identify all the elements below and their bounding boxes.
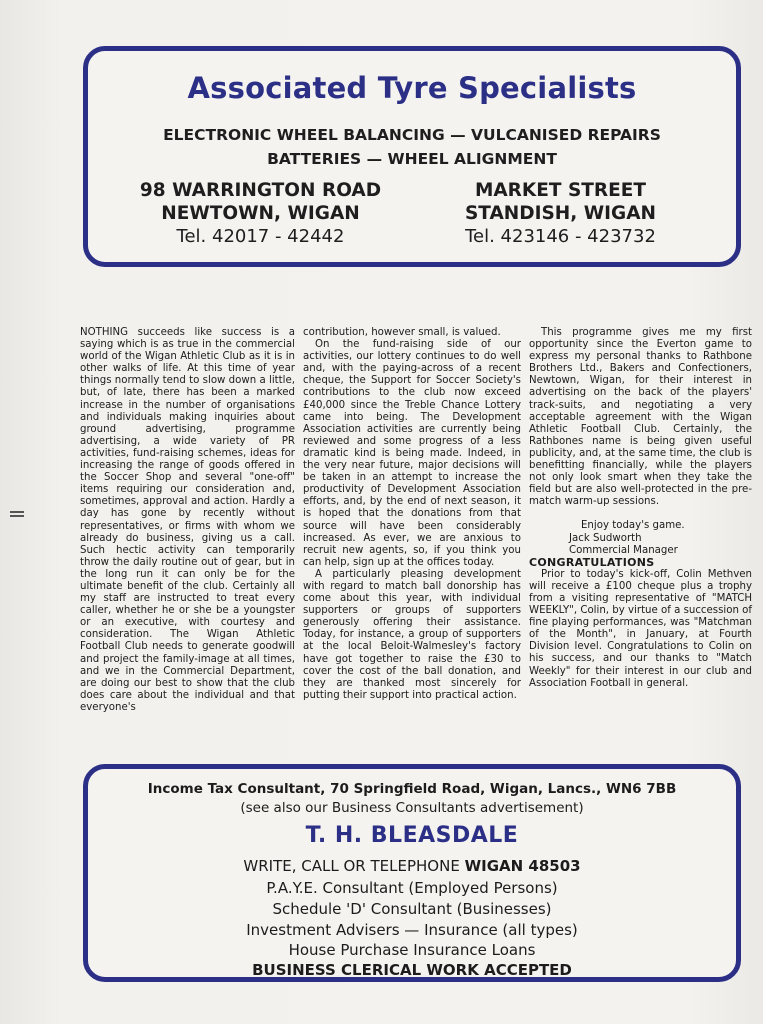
article-column-3 bbox=[529, 327, 752, 690]
article-paragraph: Prior to today's kick-off, Colin Methven will receive a £100 cheque plus a trophy from a visiting representative of "MATCH WEEKLY", Colin, by virtue of a succession of fine playing performances, was "Matchman of the Month", in January, at Fourth Division level. Congratulations to Colin on his success, and our thanks to "Match Weekly" for their interest in our club and Association Football in general. bbox=[529, 568, 752, 689]
article-paragraph: contribution, however small, is valued. bbox=[303, 327, 501, 338]
advert-service: Schedule 'D' Consultant (Businesses) bbox=[272, 900, 552, 918]
margin-mark bbox=[10, 511, 24, 519]
article-paragraph: On the fund-raising side of our activities, our lottery continues to do well and, with the paying-across of a recent cheque, the Support for Soccer Society's contributions to the club now exceed £40,000 since the Treble Chance Lottery came into being. The Development Association activities are currently being reviewed and some progress of a less dramatic kind is being made. Indeed, in the very near future, major decisions will be taken in an attempt to increase the productivity of Development Association efforts, and, by the end of next season, it is hoped that the donations from that source will have been considerably increased. As ever, we are anxious to recruit new agents, so, if you think you can help, sign up at the offices today. bbox=[303, 339, 521, 568]
advert-tagline: BUSINESS CLERICAL WORK ACCEPTED bbox=[252, 961, 572, 979]
advert-address: Income Tax Consultant, 70 Springfield Road, Wigan, Lancs., WN6 7BB bbox=[147, 781, 677, 797]
advert-contact bbox=[88, 857, 736, 875]
advert-note: (see also our Business Consultants advertisement) bbox=[240, 800, 584, 816]
bleasdale-advert bbox=[83, 764, 741, 982]
article-paragraph: This programme gives me my first opportunity since the Everton game to express my personal thanks to Rathbone Brothers Ltd., Bakers and Confectioners, Newtown, Wigan, for their interest in advertising on the back of the players' track-suits, and negotiating a very acceptable agreement with the Wigan Athletic Football Club. Certainly, the Rathbones name is being given useful publicity, and, at the same time, the club is benefitting financially, while the players not only look smart when they take the field but are also well-protected in the pre-match warm-up sessions. bbox=[529, 327, 752, 508]
advert-services-line-1: ELECTRONIC WHEEL BALANCING — VULCANISED REPAIRS bbox=[163, 126, 661, 144]
advert-name: T. H. BLEASDALE bbox=[305, 823, 519, 848]
advert-service: P.A.Y.E. Consultant (Employed Persons) bbox=[266, 879, 558, 897]
sign-off: Enjoy today's game. bbox=[581, 520, 685, 532]
author-name: Jack Sudworth bbox=[569, 532, 642, 544]
advert-service: Investment Advisers — Insurance (all types) bbox=[246, 921, 578, 939]
branch-address-line-1: MARKET STREET bbox=[474, 180, 647, 201]
branch-telephone: Tel. 42017 - 42442 bbox=[176, 226, 345, 247]
commercial-article bbox=[80, 327, 750, 752]
branch-newtown bbox=[118, 179, 403, 249]
branch-standish bbox=[423, 179, 698, 249]
branch-telephone: Tel. 423146 - 423732 bbox=[465, 226, 656, 247]
author-role: Commercial Manager bbox=[569, 544, 678, 556]
article-paragraph: NOTHING succeeds like success is a saying which is as true in the commercial world of the Wigan Athletic Club as it is in other walks of life. At this time of year things normally tend to slow down a little, but, of late, there has been a marked increase in the number of organisations and individuals making inquiries about ground advertising, programme advertising, a wide variety of PR activities, fund-raising schemes, ideas for increasing the range of goods offered in the Soccer Shop and several "one-off" items requiring our consideration and, sometimes, approval and action. Hardly a day has gone by recently without representatives, or firms with whom we already do business, giving us a call. Such hectic activity can temporarily throw the daily routine out of gear, but in the long run it can only be for the ultimate benefit of the club. Certainly all my staff are instructed to treat every caller, whether he or she be a youngster or an executive, with courtesy and consideration. The Wigan Athletic Football Club needs to generate goodwill and project the family-image at all times, and we in the Commercial Department, are doing our best to show that the club does care about the individual and that everyone's bbox=[80, 327, 295, 713]
article-paragraph: A particularly pleasing development with regard to match ball donorship has come about this year, with individual supporters or groups of supporters generously offering their assistance. Today, for instance, a group of supporters at the local Beloit-Walmesley's factory have got together to raise the £30 to cover the cost of the ball donation, and they are thanked most sincerely for putting their support into practical action. bbox=[303, 568, 521, 701]
tyre-specialists-advert bbox=[83, 46, 741, 267]
article-column-1 bbox=[80, 327, 295, 714]
contact-phone: WIGAN 48503 bbox=[464, 857, 581, 875]
branch-address-line-1: 98 WARRINGTON ROAD bbox=[139, 180, 382, 201]
congratulations-heading: CONGRATULATIONS bbox=[529, 555, 655, 569]
advert-services-line-2: BATTERIES — WHEEL ALIGNMENT bbox=[267, 150, 557, 168]
advert-title: Associated Tyre Specialists bbox=[187, 71, 637, 105]
contact-prefix: WRITE, CALL OR TELEPHONE bbox=[243, 857, 465, 875]
branch-address-line-2: NEWTOWN, WIGAN bbox=[161, 203, 360, 224]
branch-address-line-2: STANDISH, WIGAN bbox=[464, 203, 657, 224]
article-column-2 bbox=[303, 327, 521, 702]
advert-service: House Purchase Insurance Loans bbox=[288, 941, 536, 959]
